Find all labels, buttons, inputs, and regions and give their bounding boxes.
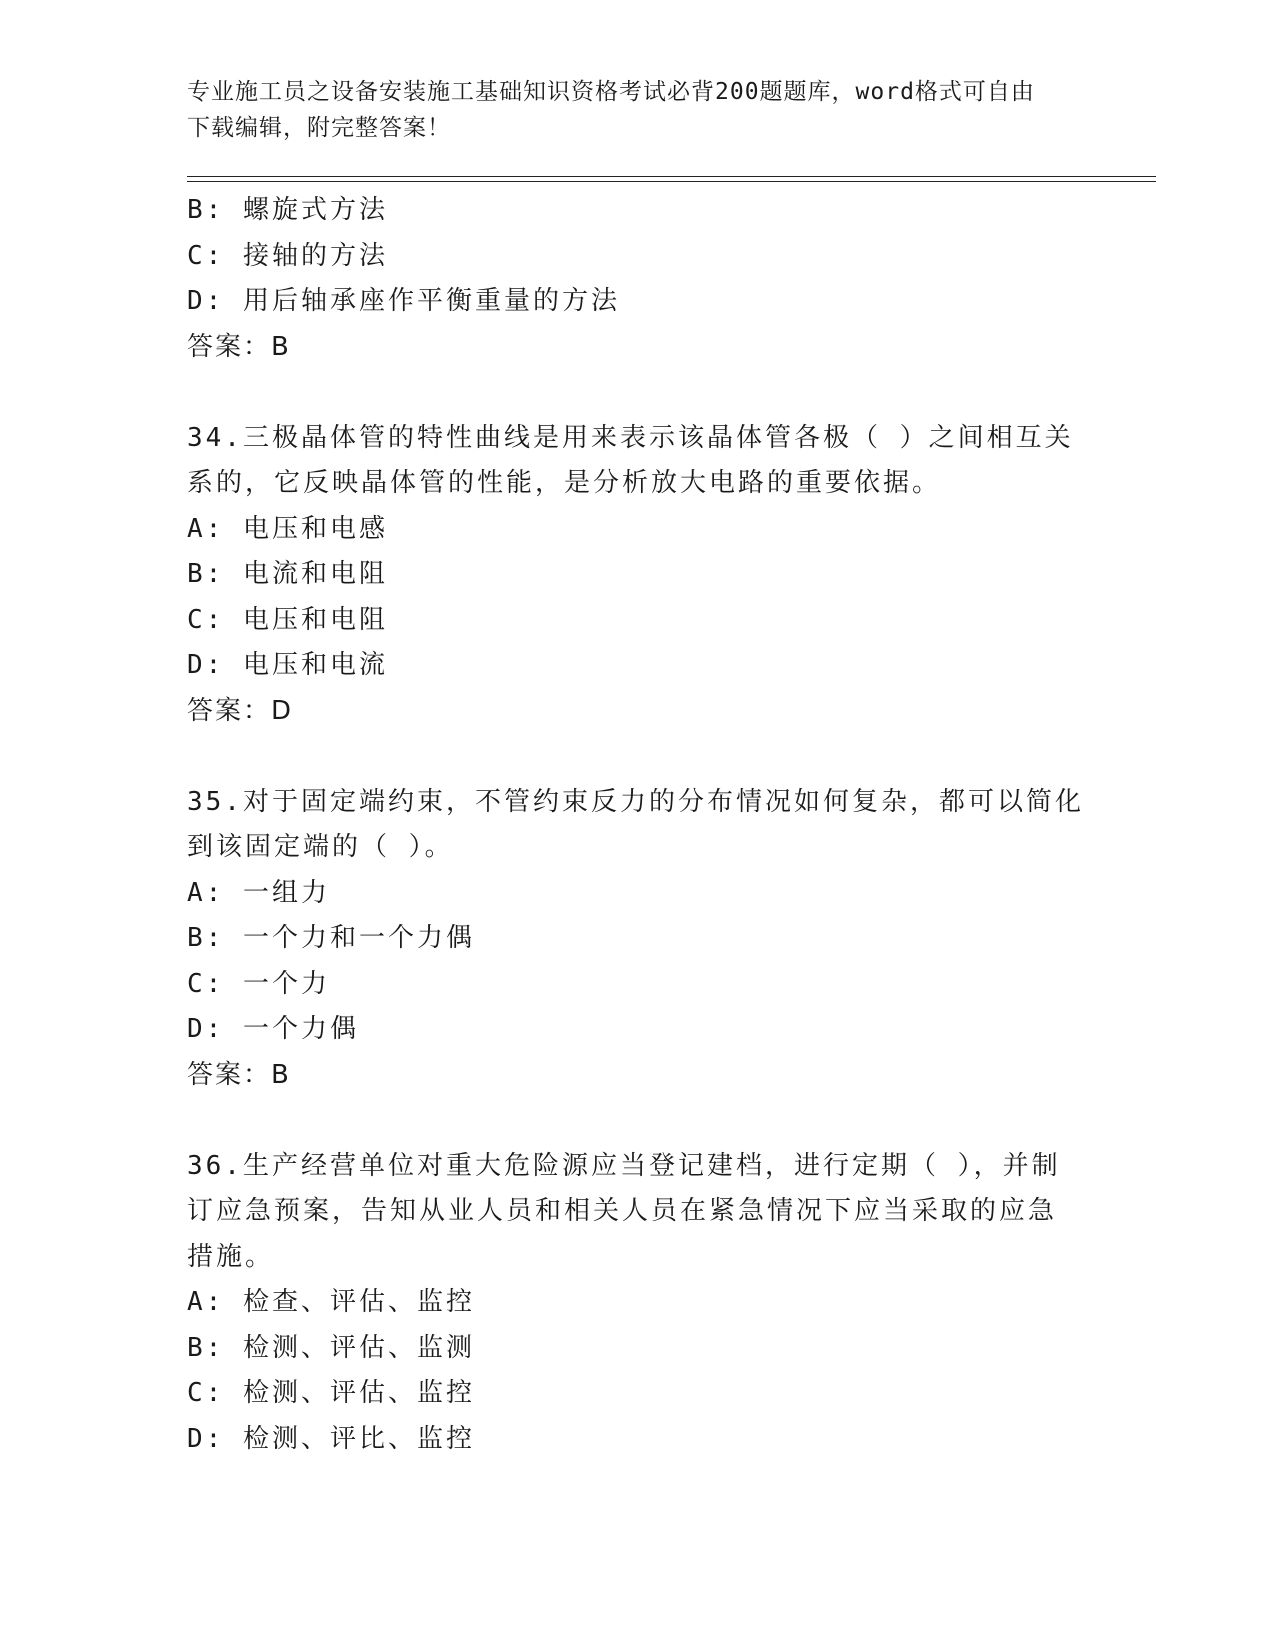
option-d: D: 电压和电流 [187, 650, 388, 680]
option-c: C: 接轴的方法 [187, 240, 388, 271]
option-d: D: 一个力偶 [187, 1014, 359, 1044]
option-d: D: 检测、评比、监控 [187, 1423, 475, 1454]
option-b: B: 一个力和一个力偶 [187, 923, 475, 953]
option-c: C: 检测、评估、监控 [187, 1378, 475, 1408]
option-a: A: 一组力 [187, 877, 330, 908]
option-a: A: 检查、评估、监控 [187, 1287, 475, 1317]
question-stem-line: 到该固定端的（ ）。 [187, 832, 454, 862]
question-list [187, 188, 1087, 1462]
question-carryover [187, 188, 1087, 370]
question-stem-line: 36.生产经营单位对重大危险源应当登记建档，进行定期（ ），并制 [187, 1150, 1061, 1181]
option-b: B: 电流和电阻 [187, 559, 388, 589]
page-header [187, 74, 1087, 146]
option-b: B: 检测、评估、监测 [187, 1332, 475, 1363]
option-a: A: 电压和电感 [187, 513, 388, 544]
option-c: C: 一个力 [187, 968, 330, 999]
option-d: D: 用后轴承座作平衡重量的方法 [187, 286, 620, 316]
answer: 答案：B [187, 1059, 291, 1090]
question-34 [187, 416, 1087, 735]
header-line-1: 专业施工员之设备安装施工基础知识资格考试必背200题题库，word格式可自由 [187, 79, 1035, 105]
question-35 [187, 780, 1087, 1099]
spacer [187, 1098, 1087, 1144]
header-divider [187, 176, 1156, 182]
question-stem-line: 35.对于固定端约束，不管约束反力的分布情况如何复杂，都可以简化 [187, 786, 1084, 817]
header-line-2: 下载编辑，附完整答案！ [187, 115, 451, 141]
question-stem-line: 措施。 [187, 1241, 275, 1272]
option-b: B: 螺旋式方法 [187, 195, 388, 225]
answer: 答案：B [187, 331, 291, 362]
question-stem-line: 34.三极晶体管的特性曲线是用来表示该晶体管各极（ ）之间相互关 [187, 422, 1074, 453]
question-stem-line: 订应急预案，告知从业人员和相关人员在紧急情况下应当采取的应急 [187, 1196, 1058, 1226]
question-36 [187, 1144, 1087, 1463]
answer: 答案：D [187, 695, 294, 726]
spacer [187, 734, 1087, 780]
spacer [187, 370, 1087, 416]
question-stem-line: 系的，它反映晶体管的性能，是分析放大电路的重要依据。 [187, 468, 942, 498]
option-c: C: 电压和电阻 [187, 604, 388, 635]
